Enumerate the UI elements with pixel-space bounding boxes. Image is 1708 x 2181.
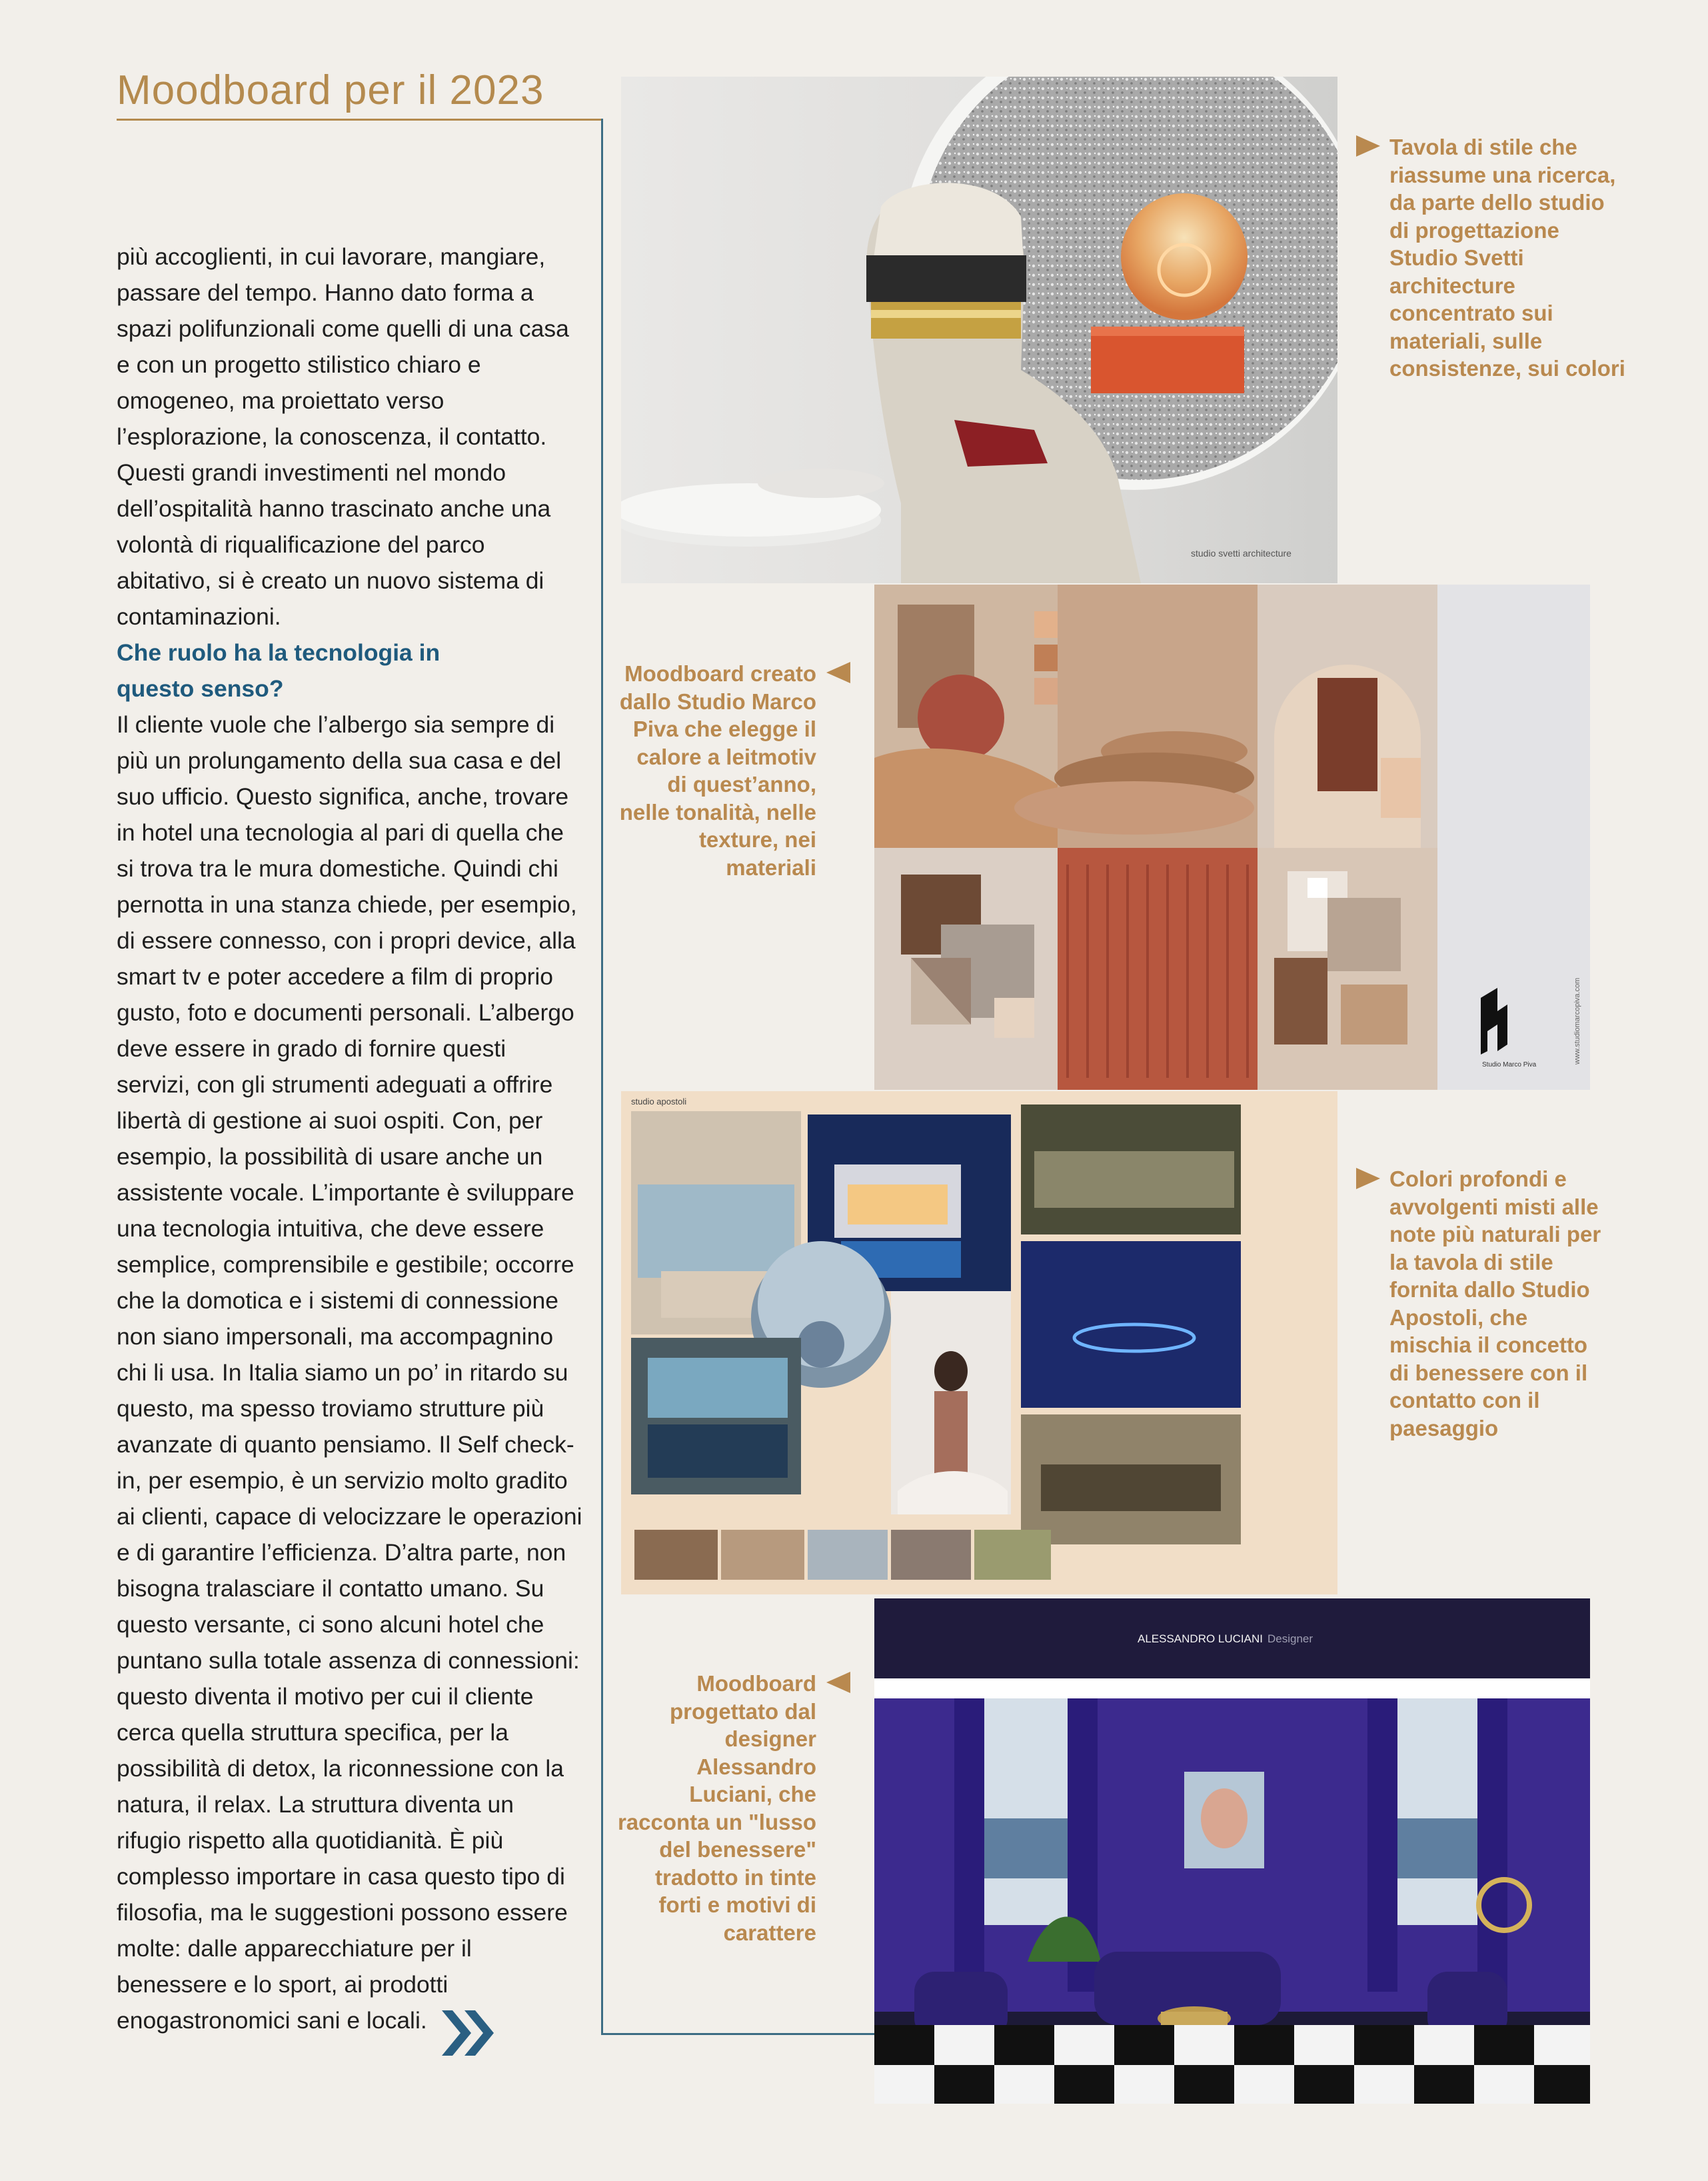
caption-arrow-icon xyxy=(826,1672,850,1693)
chevron-right-double-icon xyxy=(436,2006,503,2060)
moodboard-image-svetti xyxy=(621,77,1337,583)
caption-svetti: Tavola di stile che riassume una ricerca, da parte dello studio di progettazione Studio Svetti architecture concentrato sui materiali, sulle consistenze, sui colori xyxy=(1389,135,1625,381)
piva-logo: Studio Marco Piva xyxy=(1482,1061,1537,1069)
caption-piva: Moodboard creato dallo Studio Marco Piva che elegge il calore a leitmotiv di quest’anno, nelle tonalità, nelle texture, nei materiali xyxy=(619,661,816,880)
caption-luciani: Moodboard progettato dal designer Alessandro Luciani, che racconta un "lusso del benessere" tradotto in tinte forti e motivi di carattere xyxy=(617,1671,816,1945)
moodboard-image-piva xyxy=(874,585,1590,1090)
svetti-logo: studio svetti architecture xyxy=(1191,548,1291,559)
caption-apostoli: Colori profondi e avvolgenti misti alle note più naturali per la tavola di stile fornita dallo Studio Apostoli, che mischia il concetto di benessere con il contatto con il paesaggio xyxy=(1389,1166,1601,1440)
article-paragraph: più accoglienti, in cui lavorare, mangiare, passare del tempo. Hanno dato forma a spazi polifunzionali come quelli di una casa e con un progetto stilistico chiaro e omogeneo, ma proiettato verso l’esplorazione, la conoscenza, il contatto. Questi grandi investimenti nel mondo dell’ospitalità hanno trascinato anche una volontà di riqualificazione del parco abitativo, si è creato un nuovo sistema di contaminazioni. xyxy=(117,243,569,630)
article-paragraph: Il cliente vuole che l’albergo sia sempre di più un prolungamento della sua casa e del suo ufficio. Questo significa, anche, trovare in hotel una tecnologia al pari di quella che si trova tra le mura domestiche. Quindi chi pernotta in una stanza chiede, per esempio, di essere connesso, con i propri device, alla smart tv e poter accedere a film di proprio gusto, foto e documenti personali. L’albergo deve essere in grado di fornire questi servizi, con gli strumenti adeguati a offrire libertà di gestione ai suoi ospiti. Con, per esempio, la possibilità di usare anche un assistente vocale. L’importante è sviluppare una tecnologia intuitiva, che deve essere semplice, comprensibile e gestibile; occorre che la domotica e i sistemi di connessione non siano impersonali, ma accompagnino chi li usa. In Italia siamo un po’ in ritardo su questo, ma spesso troviamo strutture più avanzate di quanto pensiamo. Il Self check-in, per esempio, è un servizio molto gradito ai clienti, capace di velocizzare le operazioni e di garantire l’efficienza. D’altra parte, non bisogna tralasciare il contatto umano. Su questo versante, ci sono alcuni hotel che puntano sulla totale assenza di connessioni: questo diventa il motivo per cui il cliente cerca quella struttura specifica, per la possibilità di detox, la riconnessione con la natura, il relax. La struttura diventa un rifugio rispetto alla quotidianità. È più complesso importare in casa questo tipo di filosofia, ma le suggestioni possono essere molte: dalle apparecchiature per il benessere e lo sport, ai prodotti enogastronomici sani e locali. xyxy=(117,711,582,2034)
column-divider-bottom xyxy=(601,2033,874,2035)
caption-arrow-icon xyxy=(1356,135,1380,157)
page-title: Moodboard per il 2023 xyxy=(117,67,544,113)
luciani-header-suffix: Designer xyxy=(1268,1632,1313,1645)
apostoli-logo: studio apostoli xyxy=(631,1096,687,1106)
article-question: Che ruolo ha la tecnologia in questo senso? xyxy=(117,639,440,702)
moodboard-image-luciani xyxy=(874,1598,1590,2104)
article-body xyxy=(117,239,583,2038)
piva-url: www.studiomarcopiva.com xyxy=(1573,977,1581,1065)
caption-arrow-icon xyxy=(826,662,850,683)
moodboard-image-apostoli xyxy=(621,1091,1337,1594)
luciani-header: ALESSANDRO LUCIANI xyxy=(1138,1632,1263,1645)
column-divider-vertical xyxy=(601,119,603,2035)
caption-arrow-icon xyxy=(1356,1168,1380,1189)
title-underline xyxy=(117,119,603,121)
